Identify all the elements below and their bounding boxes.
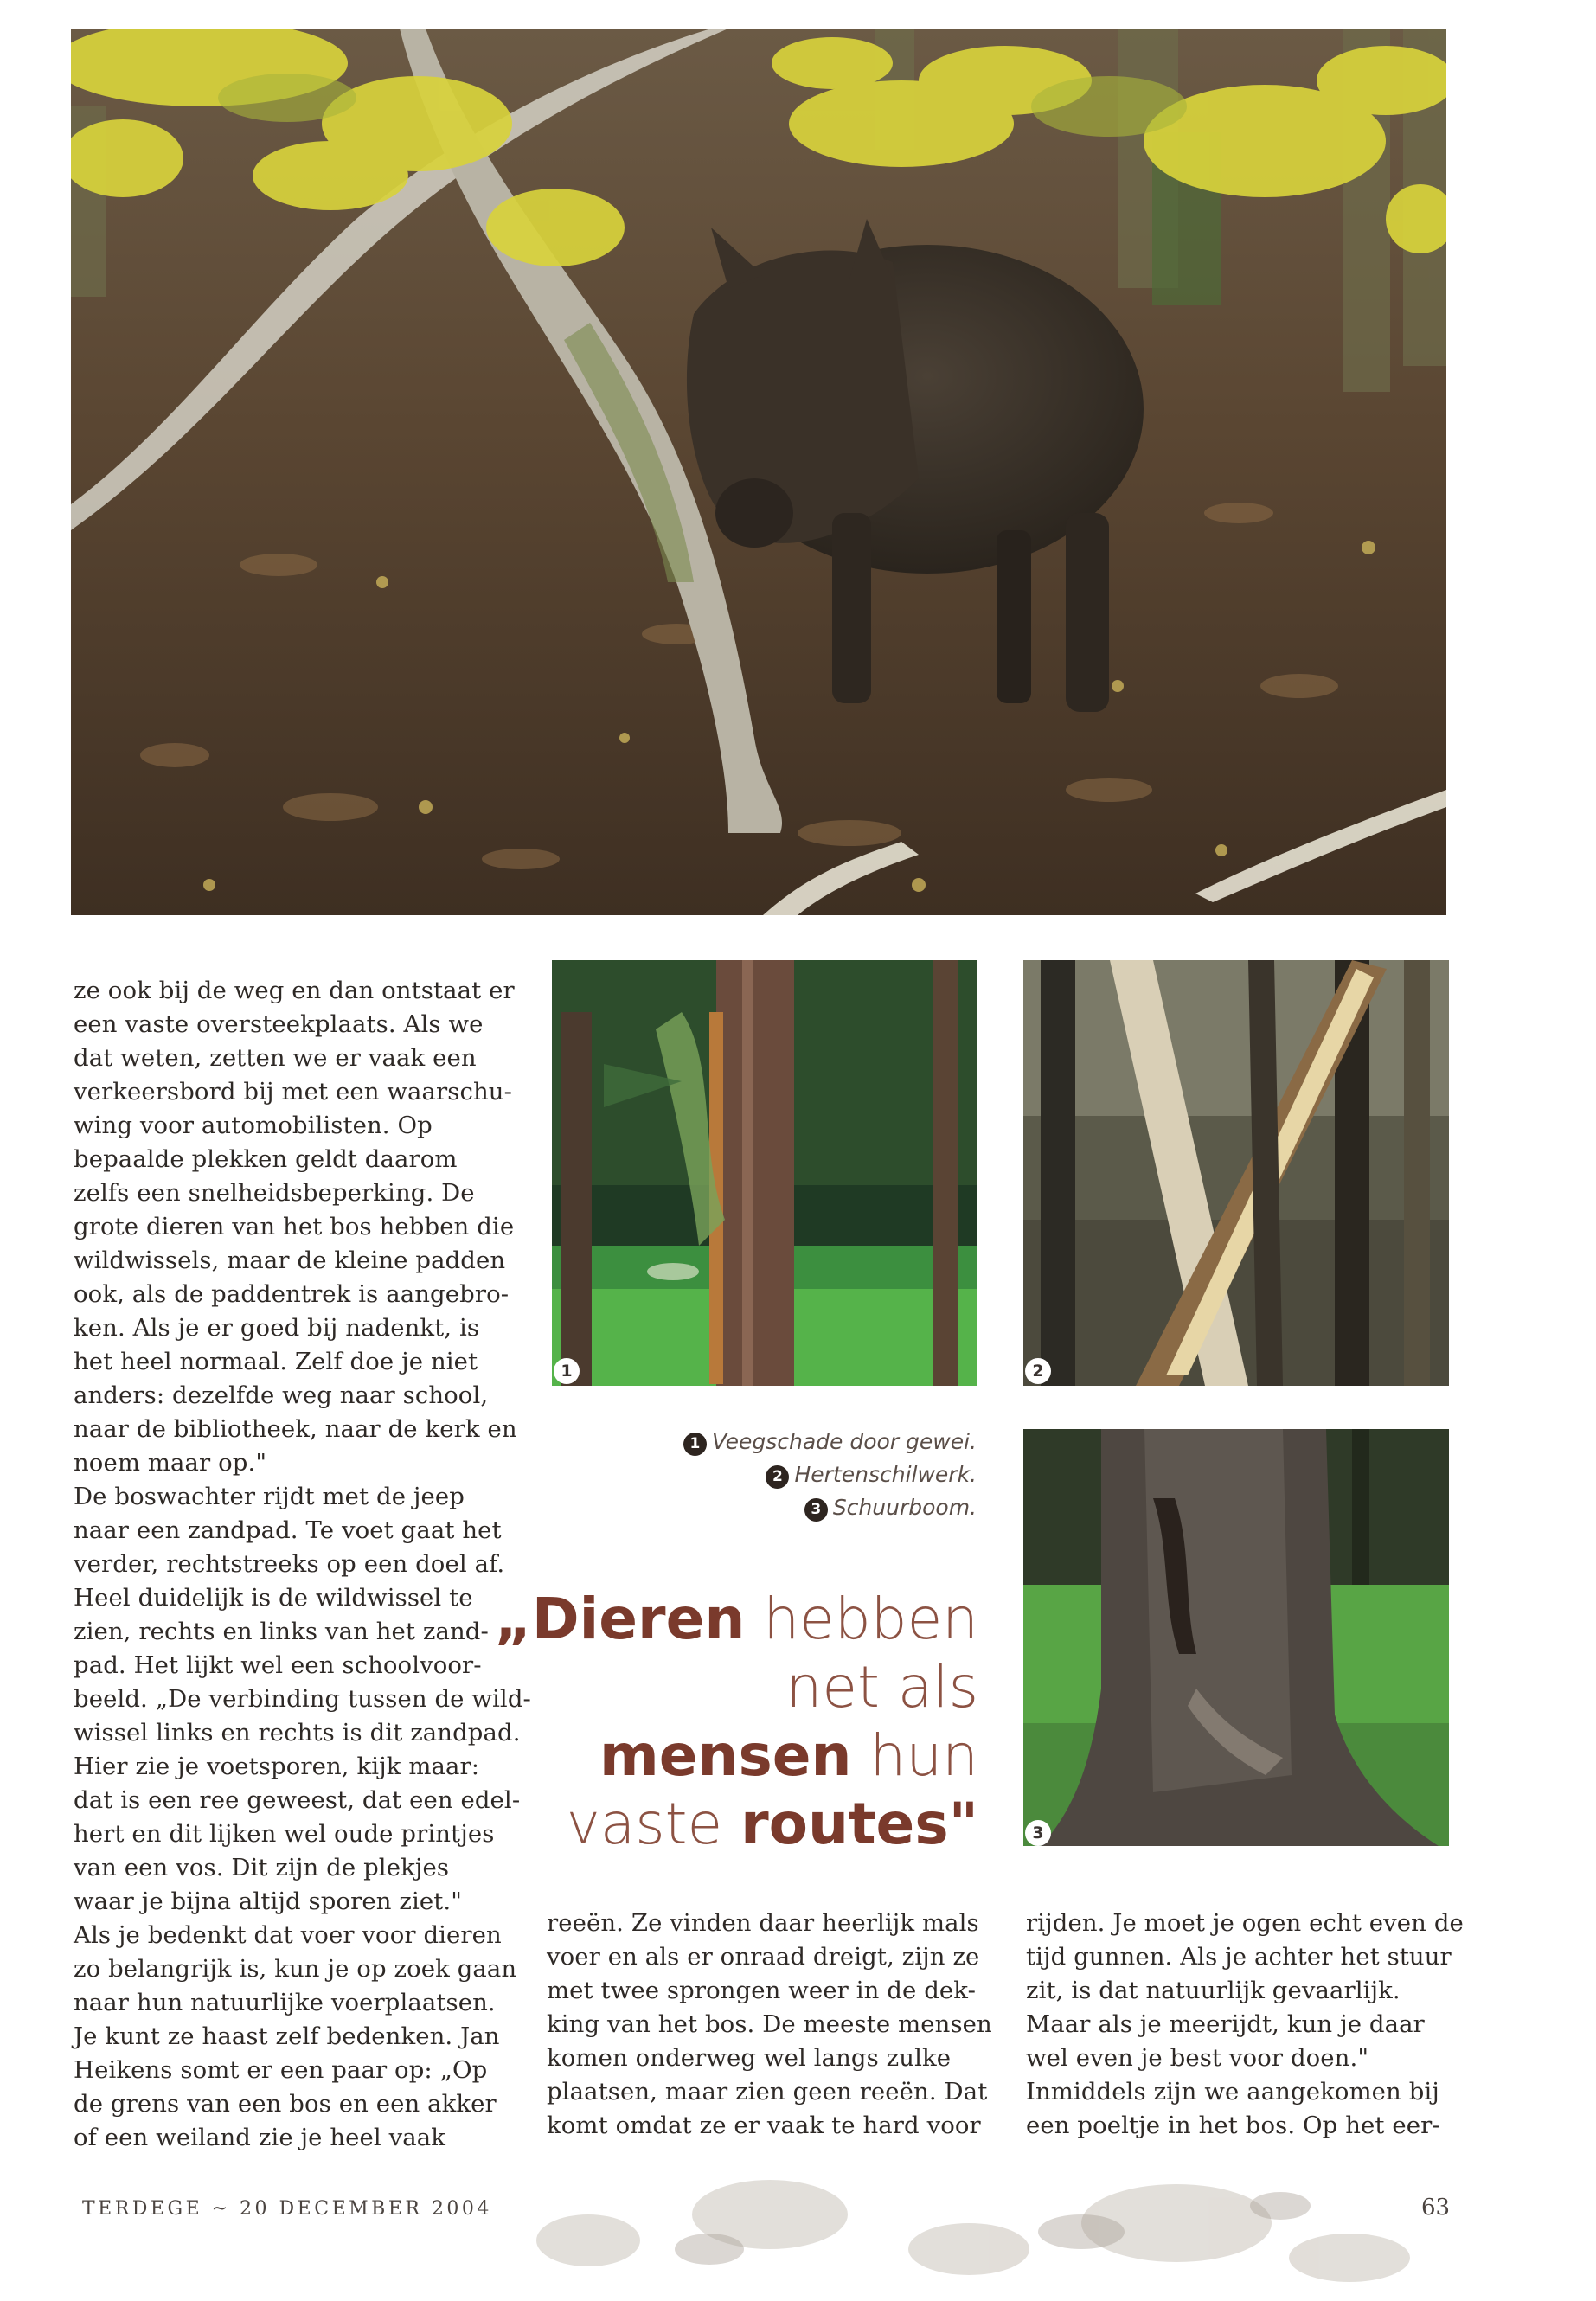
text-line: een poeltje in het bos. Op het eer- (1026, 2112, 1440, 2139)
quote-text: net als (785, 1654, 978, 1721)
text-line: plaatsen, maar zien geen reeën. Dat (547, 2078, 988, 2106)
quote-text: vaste (566, 1791, 741, 1857)
text-line: dat is een ree geweest, dat een edel- (74, 1786, 521, 1814)
text-line: ze ook bij de weg en dan ontstaat er (74, 977, 515, 1004)
text-line: Maar als je meerijdt, kun je daar (1026, 2010, 1425, 2038)
photo-number-1: 1 (554, 1358, 580, 1384)
text-line: waar je bijna altijd sporen ziet." (74, 1888, 462, 1915)
text-line: Als je bedenkt dat voer voor dieren (74, 1921, 502, 1949)
text-line: Heikens somt er een paar op: „Op (74, 2056, 488, 2084)
photo-number-2: 2 (1025, 1358, 1051, 1384)
text-line: De boswachter rijdt met de jeep (74, 1483, 465, 1510)
page-number: 63 (1421, 2195, 1451, 2221)
article-column-middle (547, 1907, 992, 2143)
quote-text: hun (851, 1722, 978, 1789)
text-line: naar hun natuurlijke voerplaatsen. (74, 1989, 496, 2016)
text-line: ook, als de paddentrek is aangebro- (74, 1280, 510, 1308)
text-line: hert en dit lijken wel oude printjes (74, 1820, 495, 1848)
quote-text: hebben (745, 1586, 978, 1652)
article-column-right (1026, 1907, 1464, 2143)
text-line: van een vos. Dit zijn de plekjes (74, 1854, 450, 1881)
photo-captions (683, 1426, 977, 1524)
photo-schuurboom (1023, 1429, 1449, 1846)
text-line: zit, is dat natuurlijk gevaarlijk. (1026, 1977, 1401, 2004)
caption-2 (683, 1458, 977, 1491)
photo-number-3: 3 (1025, 1820, 1051, 1846)
text-line: dat weten, zetten we er vaak een (74, 1044, 477, 1072)
text-line: naar de bibliotheek, naar de kerk en (74, 1415, 517, 1443)
photo-hertenschilwerk (1023, 960, 1449, 1386)
text-line: zien, rechts en links van het zand- (74, 1618, 489, 1645)
text-line: met twee sprongen weer in de dek- (547, 1977, 976, 2004)
text-line: komt omdat ze er vaak te hard voor (547, 2112, 981, 2139)
text-line: wel even je best voor doen." (1026, 2044, 1369, 2072)
text-line: tijd gunnen. Als je achter het stuur (1026, 1943, 1452, 1971)
text-line: wing voor automobilisten. Op (74, 1112, 433, 1139)
text-line: wissel links en rechts is dit zandpad. (74, 1719, 521, 1747)
caption-1 (683, 1426, 977, 1458)
photo-veegschade (552, 960, 977, 1386)
text-line: Heel duidelijk is de wildwissel te (74, 1584, 473, 1612)
caption-text: Veegschade door gewei. (711, 1429, 977, 1454)
text-line: grote dieren van het bos hebben die (74, 1213, 515, 1240)
text-line: naar een zandpad. Te voet gaat het (74, 1516, 502, 1544)
caption-number: 1 (683, 1433, 707, 1456)
caption-3 (683, 1491, 977, 1524)
text-line: noem maar op." (74, 1449, 267, 1477)
text-line: Je kunt ze haast zelf bedenken. Jan (74, 2022, 500, 2050)
caption-text: Hertenschilwerk. (794, 1462, 977, 1487)
text-line: de grens van een bos en een akker (74, 2090, 497, 2118)
text-line: ken. Als je er goed bij nadenkt, is (74, 1314, 480, 1342)
caption-text: Schuurboom. (832, 1495, 977, 1520)
text-line: reeën. Ze vinden daar heerlijk mals (547, 1909, 979, 1937)
text-line: rijden. Je moet je ogen echt even de (1026, 1909, 1464, 1937)
caption-number: 2 (766, 1465, 789, 1489)
footer-decoration (484, 2137, 1479, 2284)
text-line: anders: dezelfde weg naar school, (74, 1381, 489, 1409)
text-line: king van het bos. De meeste mensen (547, 2010, 992, 2038)
text-line: Hier zie je voetsporen, kijk maar: (74, 1753, 480, 1780)
caption-number: 3 (804, 1498, 828, 1522)
article-column-left (74, 974, 531, 2155)
footer-publication: TERDEGE ~ 20 DECEMBER 2004 (82, 2198, 492, 2220)
hero-photo-wild-boar (71, 29, 1446, 915)
pull-quote (495, 1585, 979, 1858)
text-line: of een weiland zie je heel vaak (74, 2124, 446, 2151)
quote-close-mark: " (948, 1791, 978, 1857)
text-line: een vaste oversteekplaats. Als we (74, 1010, 484, 1038)
text-line: Inmiddels zijn we aangekomen bij (1026, 2078, 1439, 2106)
quote-bold-word: routes (740, 1791, 949, 1857)
text-line: bepaalde plekken geldt daarom (74, 1145, 458, 1173)
text-line: verkeersbord bij met een waarschu- (74, 1078, 512, 1106)
text-line: zo belangrijk is, kun je op zoek gaan (74, 1955, 517, 1983)
text-line: voer en als er onraad dreigt, zijn ze (547, 1943, 980, 1971)
text-line: zelfs een snelheidsbeperking. De (74, 1179, 475, 1207)
text-line: verder, rechtstreeks op een doel af. (74, 1550, 505, 1578)
text-line: wildwissels, maar de kleine padden (74, 1247, 506, 1274)
text-line: pad. Het lijkt wel een schoolvoor- (74, 1651, 482, 1679)
text-line: komen onderweg wel langs zulke (547, 2044, 952, 2072)
quote-bold-word: Dieren (531, 1586, 746, 1652)
text-line: het heel normaal. Zelf doe je niet (74, 1348, 478, 1375)
quote-bold-word: mensen (599, 1722, 852, 1789)
quote-open-mark: „ (494, 1586, 532, 1652)
text-line: beeld. „De verbinding tussen de wild- (74, 1685, 531, 1713)
